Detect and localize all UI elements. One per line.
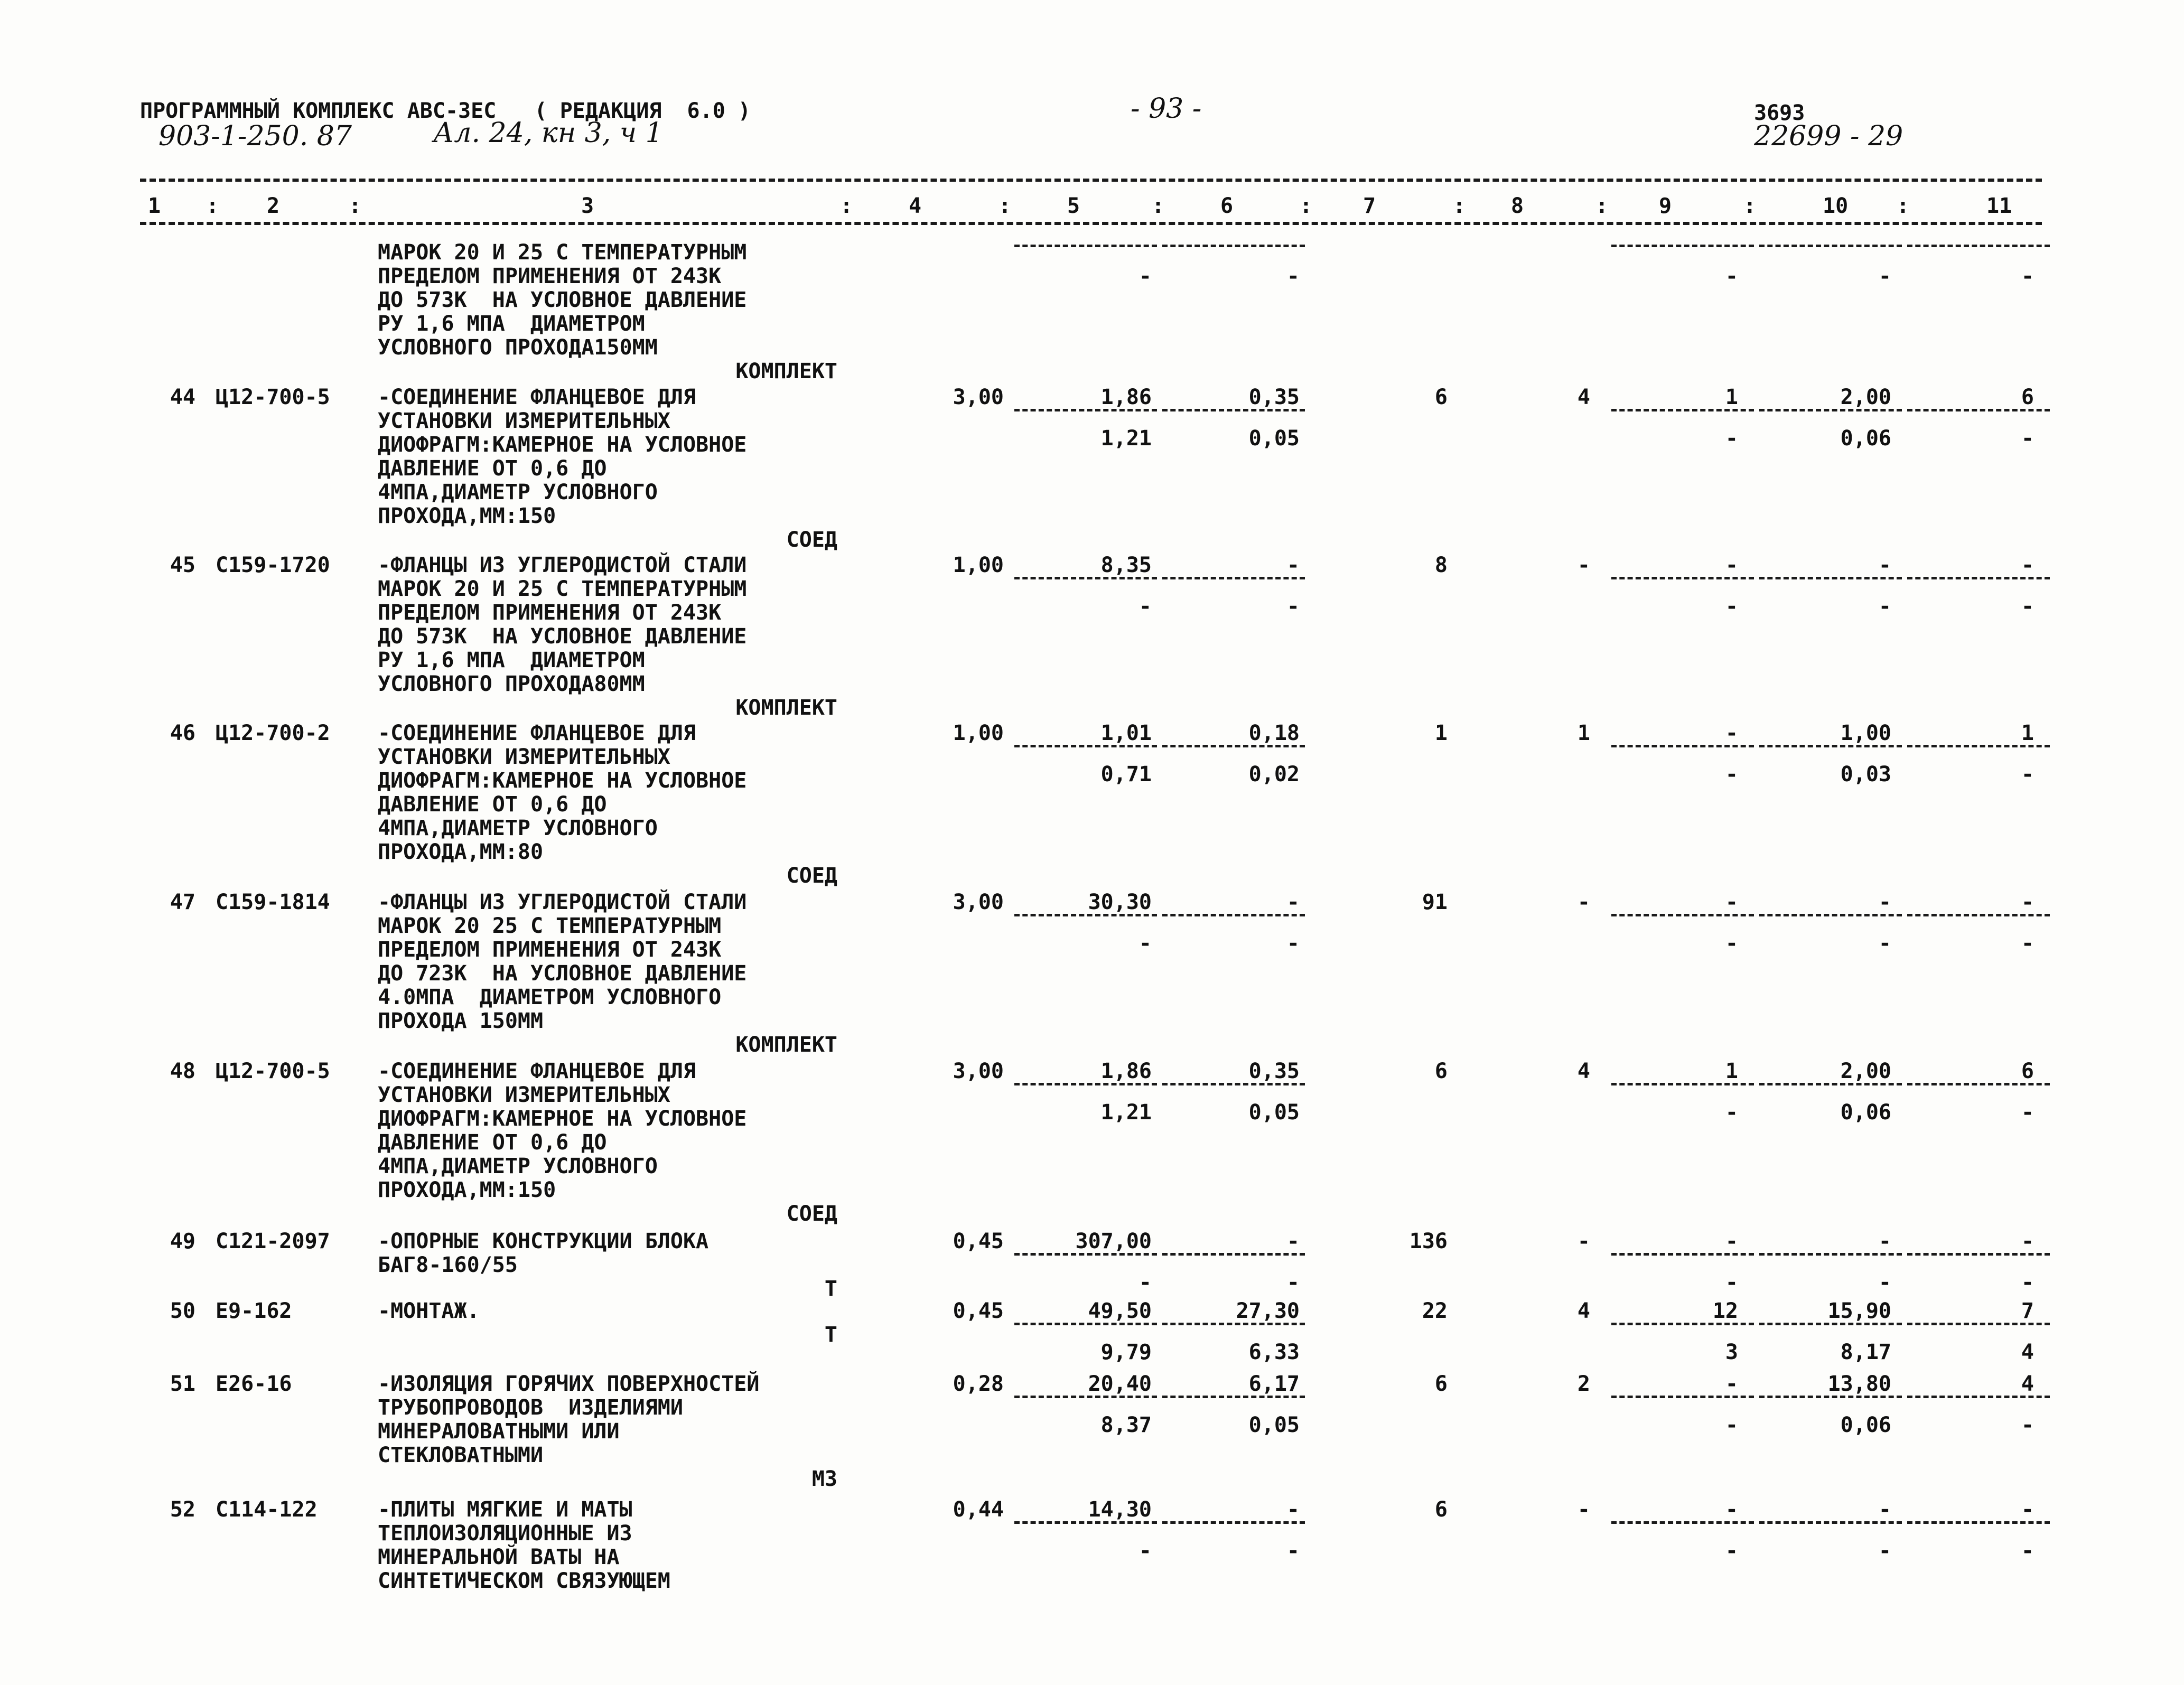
cell-c9-lower: - (1725, 594, 1738, 619)
column-separator: : (1743, 194, 1757, 218)
column-separator: : (1897, 194, 1910, 218)
cell-c5-lower: 8,37 (1100, 1413, 1152, 1437)
description-line: ДО 573К НА УСЛОВНОЕ ДАВЛЕНИЕ (378, 624, 747, 649)
cell-c11-lower: - (2021, 1100, 2034, 1125)
cell-c10-lower: 0,06 (1840, 426, 1891, 451)
cell-qty: 3,00 (953, 1059, 1004, 1083)
subtotal-divider (1759, 577, 1902, 579)
subtotal-divider (1759, 1323, 1902, 1325)
description-line: -СОЕДИНЕНИЕ ФЛАНЦЕВОЕ ДЛЯ (378, 721, 696, 745)
unit-of-measure: М3 (811, 1467, 837, 1491)
cell-c6: - (1286, 890, 1300, 914)
cell-c7: 8 (1434, 553, 1448, 577)
program-title: ПРОГРАММНЫЙ КОМПЛЕКС АВС-3ЕС ( РЕДАКЦИЯ 6.0 ) (140, 99, 751, 123)
row-number: 48 (170, 1059, 195, 1083)
cell-c10-lower: 0,03 (1840, 762, 1891, 787)
cell-c8: 4 (1577, 1299, 1590, 1323)
description-line: ДИОФРАГМ:КАМЕРНОЕ НА УСЛОВНОЕ (378, 769, 747, 793)
cell-c11: 7 (2021, 1299, 2034, 1323)
unit-of-measure: Т (824, 1323, 837, 1347)
cell-c8: - (1577, 553, 1590, 577)
description-line: 4.0МПА ДИАМЕТРОМ УСЛОВНОГО (378, 985, 722, 1009)
description-line: ДО 723К НА УСЛОВНОЕ ДАВЛЕНИЕ (378, 961, 747, 986)
cell-c10-lower: - (1878, 264, 1891, 288)
subtotal-divider (1014, 1083, 1157, 1085)
cell-qty: 3,00 (953, 385, 1004, 409)
subtotal-divider (1162, 245, 1305, 247)
cell-c11-lower: - (2021, 426, 2034, 451)
cell-c10: 2,00 (1840, 1059, 1891, 1083)
cell-c9-lower: - (1725, 1100, 1738, 1125)
subtotal-divider (1907, 1253, 2050, 1256)
description-line: ПРОХОДА,ММ:150 (378, 504, 556, 528)
cell-c9: 1 (1725, 1059, 1738, 1083)
cell-c11: - (2021, 553, 2034, 577)
cell-c10: 13,80 (1827, 1372, 1891, 1396)
description-line: СИНТЕТИЧЕСКОМ СВЯЗУЮЩЕМ (378, 1569, 670, 1593)
subtotal-divider (1162, 1521, 1305, 1524)
cell-c6-lower: - (1286, 1270, 1300, 1295)
column-separator: : (840, 194, 853, 218)
description-line: -ИЗОЛЯЦИЯ ГОРЯЧИХ ПОВЕРХНОСТЕЙ (378, 1372, 760, 1396)
cell-c11-lower: - (2021, 762, 2034, 787)
cell-c6-lower: - (1286, 264, 1300, 288)
description-line: МАРОК 20 И 25 С ТЕМПЕРАТУРНЫМ (378, 240, 747, 265)
row-number: 51 (170, 1372, 195, 1396)
description-line: 4МПА,ДИАМЕТР УСЛОВНОГО (378, 816, 658, 840)
cell-c8: 2 (1577, 1372, 1590, 1396)
subtotal-divider (1611, 577, 1754, 579)
cell-c8: 1 (1577, 721, 1590, 745)
column-header-11: 11 (1986, 194, 2012, 218)
cell-c11-lower: - (2021, 1539, 2034, 1563)
subtotal-divider (1611, 1323, 1754, 1325)
column-separator: : (1595, 194, 1609, 218)
row-number: 49 (170, 1229, 195, 1253)
cell-c11: 4 (2021, 1372, 2034, 1396)
cell-c10-lower: - (1878, 594, 1891, 619)
column-separator: : (1152, 194, 1165, 218)
subtotal-divider (1162, 1323, 1305, 1325)
row-code: С121-2097 (216, 1229, 330, 1253)
column-separator: : (1300, 194, 1313, 218)
cell-c9-lower: - (1725, 1270, 1738, 1295)
cell-c9-lower: 3 (1725, 1340, 1738, 1364)
cell-c10: 1,00 (1840, 721, 1891, 745)
description-line: УСТАНОВКИ ИЗМЕРИТЕЛЬНЫХ (378, 409, 670, 433)
sheet-code-bottom: 22699 - 29 (1754, 120, 1903, 152)
subtotal-divider (1907, 1396, 2050, 1398)
cell-c10: 2,00 (1840, 385, 1891, 409)
description-line: -МОНТАЖ. (378, 1299, 480, 1323)
subtotal-divider (1759, 245, 1902, 247)
subtotal-divider (1611, 1396, 1754, 1398)
cell-qty: 1,00 (953, 553, 1004, 577)
cell-c7: 6 (1434, 385, 1448, 409)
cell-c5-lower: - (1138, 264, 1152, 288)
cell-c10-lower: 0,06 (1840, 1413, 1891, 1437)
row-number: 46 (170, 721, 195, 745)
cell-c6-lower: 0,02 (1248, 762, 1300, 787)
cell-qty: 0,44 (953, 1497, 1004, 1522)
description-line: ПРЕДЕЛОМ ПРИМЕНЕНИЯ ОТ 243К (378, 938, 722, 962)
unit-of-measure: СОЕД (786, 528, 837, 552)
subtotal-divider (1759, 914, 1902, 916)
cell-c7: 6 (1434, 1059, 1448, 1083)
description-line: ДИОФРАГМ:КАМЕРНОЕ НА УСЛОВНОЕ (378, 1107, 747, 1131)
row-code: Ц12-700-2 (216, 721, 330, 745)
doc-reference: 903-1-250. 87 (158, 120, 352, 152)
cell-c9: - (1725, 553, 1738, 577)
description-line: МАРОК 20 И 25 С ТЕМПЕРАТУРНЫМ (378, 577, 747, 601)
column-header-8: 8 (1511, 194, 1524, 218)
cell-c9: - (1725, 1229, 1738, 1253)
subtotal-divider (1907, 745, 2050, 747)
description-line: -ФЛАНЦЫ ИЗ УГЛЕРОДИСТОЙ СТАЛИ (378, 553, 747, 577)
cell-c8: - (1577, 1497, 1590, 1522)
cell-c11: 6 (2021, 1059, 2034, 1083)
cell-c6: 27,30 (1236, 1299, 1300, 1323)
cell-c6: 0,35 (1248, 385, 1300, 409)
column-header-2: 2 (267, 194, 280, 218)
row-number: 44 (170, 385, 195, 409)
cell-c6-lower: 0,05 (1248, 426, 1300, 451)
row-code: С159-1814 (216, 890, 330, 914)
row-code: С159-1720 (216, 553, 330, 577)
cell-c10-lower: 8,17 (1840, 1340, 1891, 1364)
cell-c5-lower: - (1138, 1539, 1152, 1563)
cell-c8: - (1577, 890, 1590, 914)
column-header-5: 5 (1067, 194, 1080, 218)
description-line: ДАВЛЕНИЕ ОТ 0,6 ДО (378, 456, 607, 481)
unit-of-measure: СОЕД (786, 1202, 837, 1226)
cell-c6-lower: - (1286, 931, 1300, 956)
description-line: УСТАНОВКИ ИЗМЕРИТЕЛЬНЫХ (378, 1083, 670, 1107)
cell-c5: 1,86 (1100, 1059, 1152, 1083)
cell-c9: 1 (1725, 385, 1738, 409)
description-line: ПРОХОДА,ММ:80 (378, 840, 544, 864)
description-line: -СОЕДИНЕНИЕ ФЛАНЦЕВОЕ ДЛЯ (378, 1059, 696, 1083)
description-line: БАГ8-160/55 (378, 1253, 518, 1277)
description-line: МАРОК 20 25 С ТЕМПЕРАТУРНЫМ (378, 914, 722, 938)
subtotal-divider (1014, 1396, 1157, 1398)
subtotal-divider (1759, 745, 1902, 747)
subtotal-divider (1014, 245, 1157, 247)
cell-c6-lower: 0,05 (1248, 1413, 1300, 1437)
column-header-6: 6 (1220, 194, 1234, 218)
cell-c9-lower: - (1725, 1539, 1738, 1563)
cell-c5: 20,40 (1088, 1372, 1152, 1396)
row-code: Е9-162 (216, 1299, 292, 1323)
description-line: -ФЛАНЦЫ ИЗ УГЛЕРОДИСТОЙ СТАЛИ (378, 890, 747, 914)
cell-c11-lower: - (2021, 931, 2034, 956)
subtotal-divider (1907, 1323, 2050, 1325)
cell-c6-lower: 0,05 (1248, 1100, 1300, 1125)
subtotal-divider (1759, 409, 1902, 411)
description-line: УСТАНОВКИ ИЗМЕРИТЕЛЬНЫХ (378, 745, 670, 769)
row-number: 47 (170, 890, 195, 914)
cell-c6: 0,35 (1248, 1059, 1300, 1083)
cell-c5-lower: 9,79 (1100, 1340, 1152, 1364)
unit-of-measure: Т (824, 1277, 837, 1301)
column-separator: : (206, 194, 219, 218)
description-line: МИНЕРАЛОВАТНЫМИ ИЛИ (378, 1419, 620, 1444)
cell-c11-lower: - (2021, 264, 2034, 288)
album-reference: Ал. 24, кн 3, ч 1 (433, 117, 663, 149)
subtotal-divider (1611, 245, 1754, 247)
cell-c5-lower: 1,21 (1100, 426, 1152, 451)
subtotal-divider (1759, 1083, 1902, 1085)
cell-c7: 6 (1434, 1372, 1448, 1396)
description-line: ПРЕДЕЛОМ ПРИМЕНЕНИЯ ОТ 243К (378, 264, 722, 288)
row-code: Е26-16 (216, 1372, 292, 1396)
subtotal-divider (1014, 1521, 1157, 1524)
subtotal-divider (1162, 745, 1305, 747)
cell-c5: 30,30 (1088, 890, 1152, 914)
description-line: -СОЕДИНЕНИЕ ФЛАНЦЕВОЕ ДЛЯ (378, 385, 696, 409)
row-code: Ц12-700-5 (216, 385, 330, 409)
subtotal-divider (1759, 1396, 1902, 1398)
unit-of-measure: КОМПЛЕКТ (735, 359, 837, 383)
unit-of-measure: КОМПЛЕКТ (735, 1033, 837, 1057)
subtotal-divider (1162, 1253, 1305, 1256)
subtotal-divider (1611, 409, 1754, 411)
description-line: МИНЕРАЛЬНОЙ ВАТЫ НА (378, 1545, 620, 1569)
cell-c10: - (1878, 553, 1891, 577)
cell-c6: - (1286, 1497, 1300, 1522)
description-line: -ОПОРНЫЕ КОНСТРУКЦИИ БЛОКА (378, 1229, 709, 1253)
cell-c11: - (2021, 1229, 2034, 1253)
cell-c7: 22 (1422, 1299, 1448, 1323)
cell-c11: 1 (2021, 721, 2034, 745)
subtotal-divider (1014, 1323, 1157, 1325)
cell-c5: 307,00 (1075, 1229, 1152, 1253)
cell-c11-lower: - (2021, 1270, 2034, 1295)
cell-c5-lower: 1,21 (1100, 1100, 1152, 1125)
subtotal-divider (1759, 1521, 1902, 1524)
description-line: -ПЛИТЫ МЯГКИЕ И МАТЫ (378, 1497, 632, 1522)
cell-qty: 1,00 (953, 721, 1004, 745)
cell-c5-lower: 0,71 (1100, 762, 1152, 787)
cell-c9: - (1725, 1372, 1738, 1396)
cell-c11: 6 (2021, 385, 2034, 409)
column-header-1: 1 (148, 194, 161, 218)
cell-c7: 1 (1434, 721, 1448, 745)
subtotal-divider (1611, 745, 1754, 747)
description-line: ТЕПЛОИЗОЛЯЦИОННЫЕ ИЗ (378, 1521, 632, 1546)
cell-qty: 0,45 (953, 1229, 1004, 1253)
cell-c6-lower: - (1286, 594, 1300, 619)
column-separator: : (1453, 194, 1466, 218)
cell-c9: 12 (1712, 1299, 1738, 1323)
column-header-3: 3 (581, 194, 594, 218)
cell-c5-lower: - (1138, 931, 1152, 956)
cell-c5: 49,50 (1088, 1299, 1152, 1323)
cell-c9-lower: - (1725, 426, 1738, 451)
cell-c6: 0,18 (1248, 721, 1300, 745)
unit-of-measure: КОМПЛЕКТ (735, 696, 837, 720)
description-line: ДИОФРАГМ:КАМЕРНОЕ НА УСЛОВНОЕ (378, 433, 747, 457)
subtotal-divider (1611, 1083, 1754, 1085)
row-number: 52 (170, 1497, 195, 1522)
subtotal-divider (1162, 409, 1305, 411)
subtotal-divider (1162, 1083, 1305, 1085)
sheet-code-top: 3693 (1754, 101, 1805, 125)
row-code: Ц12-700-5 (216, 1059, 330, 1083)
cell-c8: 4 (1577, 385, 1590, 409)
cell-c7: 6 (1434, 1497, 1448, 1522)
cell-c10-lower: - (1878, 1539, 1891, 1563)
subtotal-divider (1611, 1253, 1754, 1256)
description-line: ПРЕДЕЛОМ ПРИМЕНЕНИЯ ОТ 243К (378, 601, 722, 625)
description-line: РУ 1,6 МПА ДИАМЕТРОМ (378, 648, 645, 672)
cell-c10: - (1878, 890, 1891, 914)
subtotal-divider (1014, 409, 1157, 411)
cell-c5: 1,01 (1100, 721, 1152, 745)
cell-qty: 3,00 (953, 890, 1004, 914)
subtotal-divider (1162, 577, 1305, 579)
cell-c10: 15,90 (1827, 1299, 1891, 1323)
cell-c6: - (1286, 1229, 1300, 1253)
cell-c10-lower: - (1878, 1270, 1891, 1295)
subtotal-divider (1014, 577, 1157, 579)
column-header-9: 9 (1659, 194, 1672, 218)
cell-c8: 4 (1577, 1059, 1590, 1083)
subtotal-divider (1162, 914, 1305, 916)
cell-c10-lower: 0,06 (1840, 1100, 1891, 1125)
subtotal-divider (1162, 1396, 1305, 1398)
subtotal-divider (1014, 914, 1157, 916)
description-line: СТЕКЛОВАТНЫМИ (378, 1443, 544, 1467)
subtotal-divider (1611, 914, 1754, 916)
description-line: ДАВЛЕНИЕ ОТ 0,6 ДО (378, 792, 607, 817)
description-line: 4МПА,ДИАМЕТР УСЛОВНОГО (378, 480, 658, 504)
cell-qty: 0,45 (953, 1299, 1004, 1323)
cell-c6: 6,17 (1248, 1372, 1300, 1396)
row-number: 45 (170, 553, 195, 577)
subtotal-divider (1014, 1253, 1157, 1256)
cell-qty: 0,28 (953, 1372, 1004, 1396)
cell-c11-lower: 4 (2021, 1340, 2034, 1364)
column-header-7: 7 (1363, 194, 1376, 218)
cell-c10-lower: - (1878, 931, 1891, 956)
description-line: УСЛОВНОГО ПРОХОДА150ММ (378, 335, 658, 360)
description-line: ДО 573К НА УСЛОВНОЕ ДАВЛЕНИЕ (378, 288, 747, 312)
cell-c10: - (1878, 1497, 1891, 1522)
cell-c5: 8,35 (1100, 553, 1152, 577)
unit-of-measure: СОЕД (786, 864, 837, 888)
cell-c11-lower: - (2021, 1413, 2034, 1437)
subtotal-divider (1611, 1521, 1754, 1524)
page-number: - 93 - (1131, 93, 1202, 125)
subtotal-divider (1907, 914, 2050, 916)
description-line: ПРОХОДА 150ММ (378, 1009, 544, 1033)
cell-c5: 14,30 (1088, 1497, 1152, 1522)
column-separator: : (998, 194, 1012, 218)
cell-c10: - (1878, 1229, 1891, 1253)
header-bottom-rule (140, 222, 2042, 225)
column-header-4: 4 (909, 194, 922, 218)
cell-c9: - (1725, 890, 1738, 914)
row-number: 50 (170, 1299, 195, 1323)
cell-c9-lower: - (1725, 762, 1738, 787)
cell-c6-lower: 6,33 (1248, 1340, 1300, 1364)
cell-c6-lower: - (1286, 1539, 1300, 1563)
row-code: С114-122 (216, 1497, 318, 1522)
header-top-rule (140, 179, 2042, 182)
subtotal-divider (1907, 245, 2050, 247)
cell-c9-lower: - (1725, 264, 1738, 288)
cell-c7: 91 (1422, 890, 1448, 914)
cell-c7: 136 (1409, 1229, 1448, 1253)
subtotal-divider (1014, 745, 1157, 747)
cell-c5-lower: - (1138, 594, 1152, 619)
description-line: ДАВЛЕНИЕ ОТ 0,6 ДО (378, 1130, 607, 1155)
cell-c6: - (1286, 553, 1300, 577)
subtotal-divider (1759, 1253, 1902, 1256)
cell-c5-lower: - (1138, 1270, 1152, 1295)
cell-c8: - (1577, 1229, 1590, 1253)
subtotal-divider (1907, 409, 2050, 411)
cell-c9: - (1725, 1497, 1738, 1522)
description-line: УСЛОВНОГО ПРОХОДА80ММ (378, 672, 645, 696)
cell-c9-lower: - (1725, 931, 1738, 956)
column-header-10: 10 (1823, 194, 1849, 218)
cell-c9-lower: - (1725, 1413, 1738, 1437)
column-separator: : (349, 194, 362, 218)
cell-c11: - (2021, 890, 2034, 914)
cell-c9: - (1725, 721, 1738, 745)
subtotal-divider (1907, 577, 2050, 579)
description-line: РУ 1,6 МПА ДИАМЕТРОМ (378, 312, 645, 336)
description-line: ПРОХОДА,ММ:150 (378, 1178, 556, 1202)
subtotal-divider (1907, 1083, 2050, 1085)
cell-c5: 1,86 (1100, 385, 1152, 409)
description-line: 4МПА,ДИАМЕТР УСЛОВНОГО (378, 1154, 658, 1178)
cell-c11-lower: - (2021, 594, 2034, 619)
cell-c11: - (2021, 1497, 2034, 1522)
description-line: ТРУБОПРОВОДОВ ИЗДЕЛИЯМИ (378, 1396, 683, 1420)
subtotal-divider (1907, 1521, 2050, 1524)
